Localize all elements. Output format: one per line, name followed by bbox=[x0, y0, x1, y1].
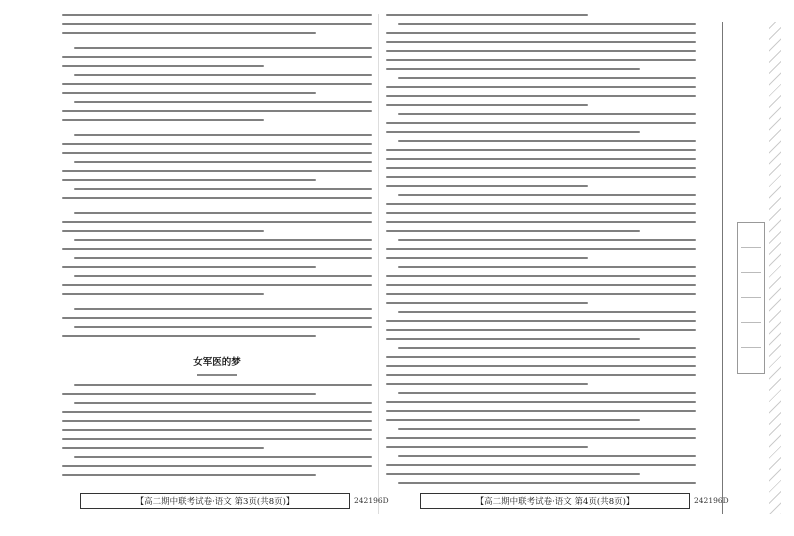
footer-page-4: 【高二期中联考试卷·语文 第4页(共8页)】 bbox=[420, 493, 690, 509]
binding-margin bbox=[722, 22, 787, 514]
section-heading: 女军医的梦 bbox=[193, 357, 241, 368]
page-3 bbox=[62, 14, 372, 486]
binding-edge bbox=[769, 22, 781, 514]
page-divider bbox=[378, 14, 379, 514]
paper-code-right: 242196D bbox=[694, 496, 729, 505]
student-info-box bbox=[737, 222, 765, 374]
page-4 bbox=[386, 14, 696, 486]
paper-code-left: 242196D bbox=[354, 496, 389, 505]
footer-page-3: 【高二期中联考试卷·语文 第3页(共8页)】 bbox=[80, 493, 350, 509]
